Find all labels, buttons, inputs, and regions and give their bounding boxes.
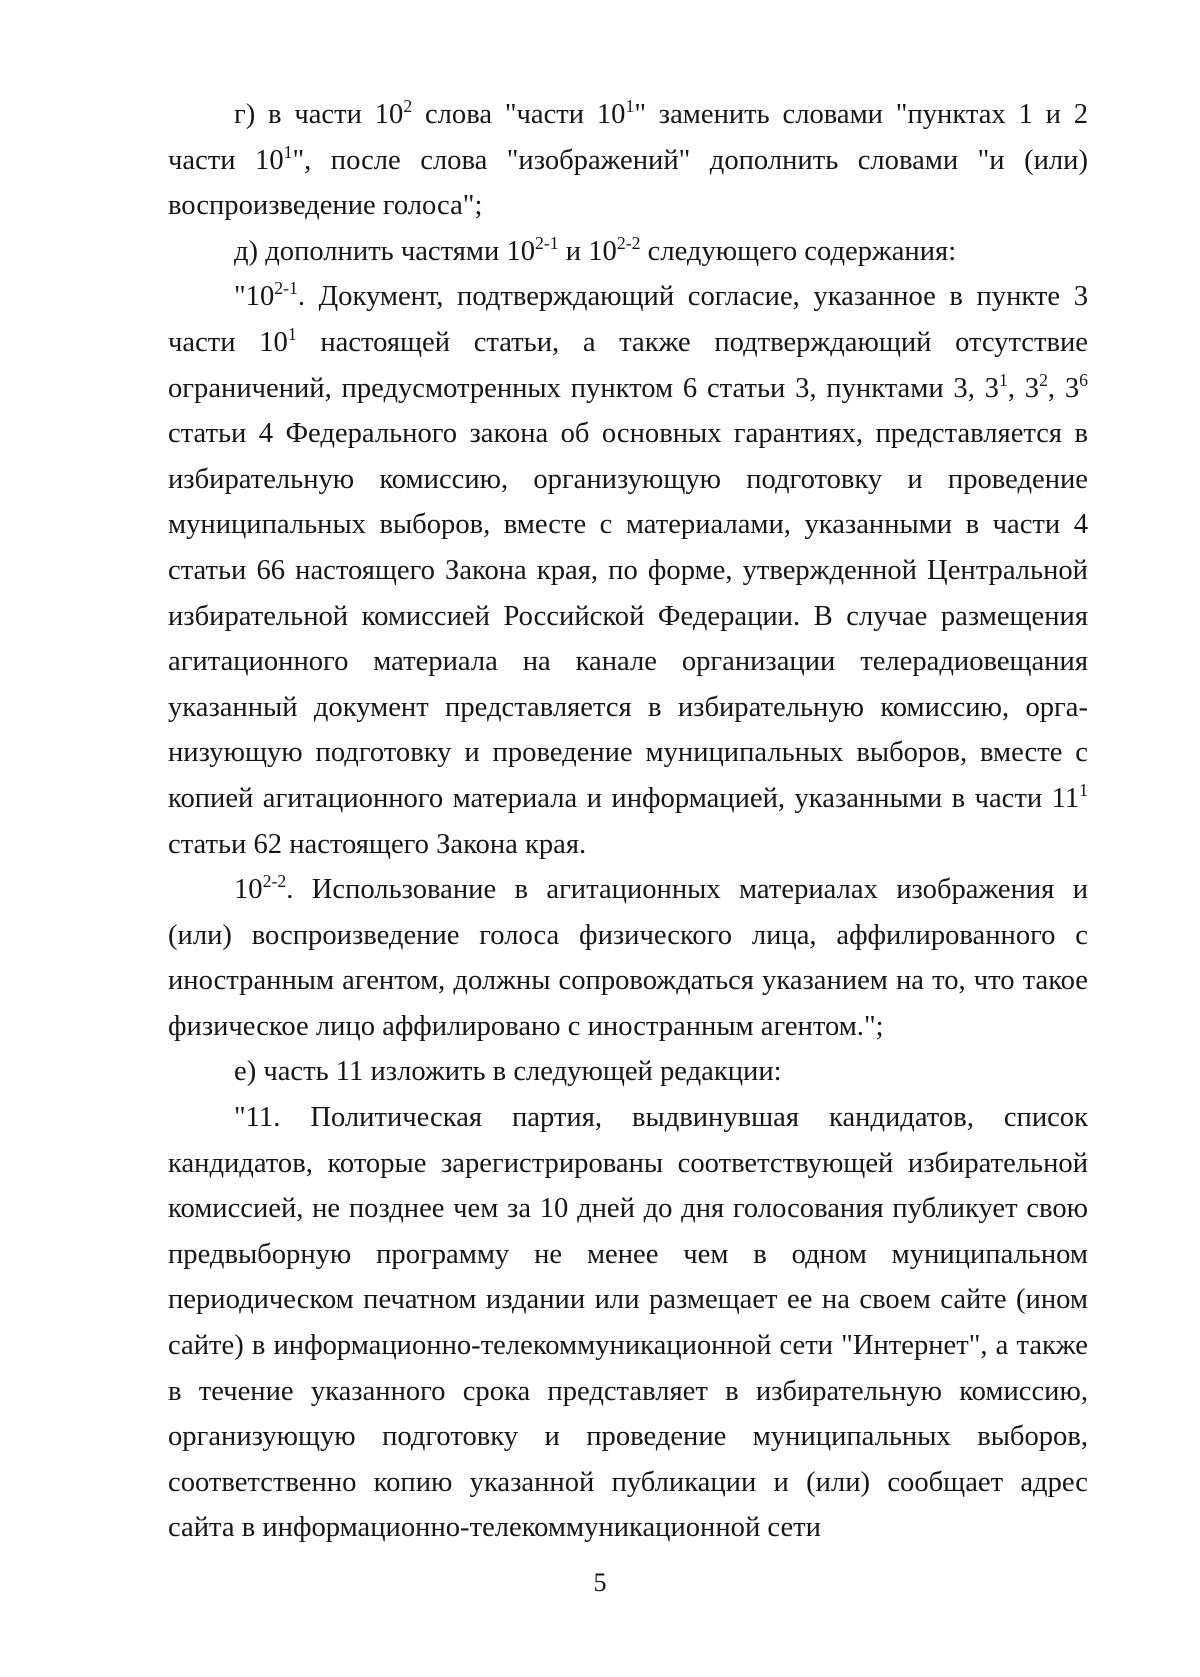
paragraph-text: д) дополнить частями 10: [234, 235, 536, 267]
superscript-index: 1: [998, 369, 1008, 390]
paragraph: [168, 274, 1088, 867]
paragraph-text: , 3: [1007, 372, 1040, 404]
paragraph: [168, 867, 1088, 1049]
superscript-index: 1: [625, 96, 635, 117]
paragraph-text: " заменить словами "пунктах 1 и 2 части 10: [168, 99, 1088, 176]
paragraph-text: "11. Политическая партия, выдвинувшая кандидатов, список кандидатов, которые зарегистрированы соответствующей избирательной комиссией, не позднее чем за 10 дней до дня голосования публикует свою предвыборную программу не менее чем в одном муниципальном периодическом печатном издании или размещает ее на своем сайте (ином сайте) в информационно-телекоммуникационной сети "Интернет", а также в течение указанного срока представляет в избирательную комиссию, организующую подготовку и проведение муниципальных выборов, соответственно копию указанной публикации и (или) сообщает адрес сайта в информационно-телекоммуникационной сети: [168, 1102, 1088, 1544]
superscript-index: 2-1: [535, 232, 559, 253]
superscript-index: 2-1: [274, 278, 298, 299]
paragraph-text: "10: [234, 281, 275, 313]
superscript-index: 1: [287, 323, 297, 344]
paragraph-text: слова "части 10: [412, 99, 626, 130]
paragraph: [168, 229, 1088, 275]
paragraph-text: статьи 4 Федерального закона об основных гарантиях, представляется в избирательную комиссию, организующую подготовку и проведение муниципальных выборов, вместе с материалами, указанными в части 4 статьи 66 настоящего Закона края, по форме, утвержденной Центральной избирательной комиссией Российской Федерации. В случае размещения агитационного материала на канале организации телерадиовещания указанный документ представляется в избирательную комиссию, организующую подготовку и проведение муниципальных выборов, вместе с копией агитационного материала и информацией, указанными в части 11: [168, 418, 1088, 814]
paragraph-text: . Документ, подтверждающий согласие, указанное в пункте 3 части 10: [168, 281, 1088, 358]
paragraph-text: , 3: [1047, 372, 1080, 404]
paragraph: [168, 92, 1088, 229]
superscript-index: 2: [403, 96, 413, 117]
page-number: 5: [593, 1568, 607, 1597]
paragraph-text: ", после слова "изображений" дополнить словами "и (или) воспроизведение голоса";: [168, 144, 1088, 222]
superscript-index: 2: [1039, 369, 1048, 390]
paragraph: [168, 1095, 1088, 1551]
paragraph-text: и 10: [558, 235, 617, 267]
paragraph: [168, 1049, 1088, 1095]
paragraph-text: статьи 62 настоящего Закона края.: [168, 828, 587, 860]
paragraph-text: г) в части 10: [234, 99, 404, 130]
paragraph-text: 10: [234, 874, 263, 906]
document-body: [168, 92, 1088, 1551]
superscript-index: 2-2: [616, 232, 641, 253]
paragraph-text: . Использование в агитационных материалах изображения и (или) воспроизведение голоса физического лица, аффилированного с иностранным агентом, должны сопровождаться указанием на то, что такое физическое лицо аффилировано с иностранным агентом.";: [168, 874, 1088, 1042]
superscript-index: 2-2: [262, 871, 287, 892]
paragraph-text: настоящей статьи, а также подтверждающий отсутствие ограничений, предусмотренных пунктом 6 статьи 3, пунктами 3, 3: [168, 326, 1088, 404]
superscript-index: 1: [283, 141, 293, 162]
paragraph-text: следующего содержания:: [640, 235, 957, 267]
superscript-index: 6: [1079, 369, 1089, 390]
superscript-index: 1: [1079, 779, 1088, 800]
paragraph-text: е) часть 11 изложить в следующей редакции:: [234, 1056, 782, 1088]
